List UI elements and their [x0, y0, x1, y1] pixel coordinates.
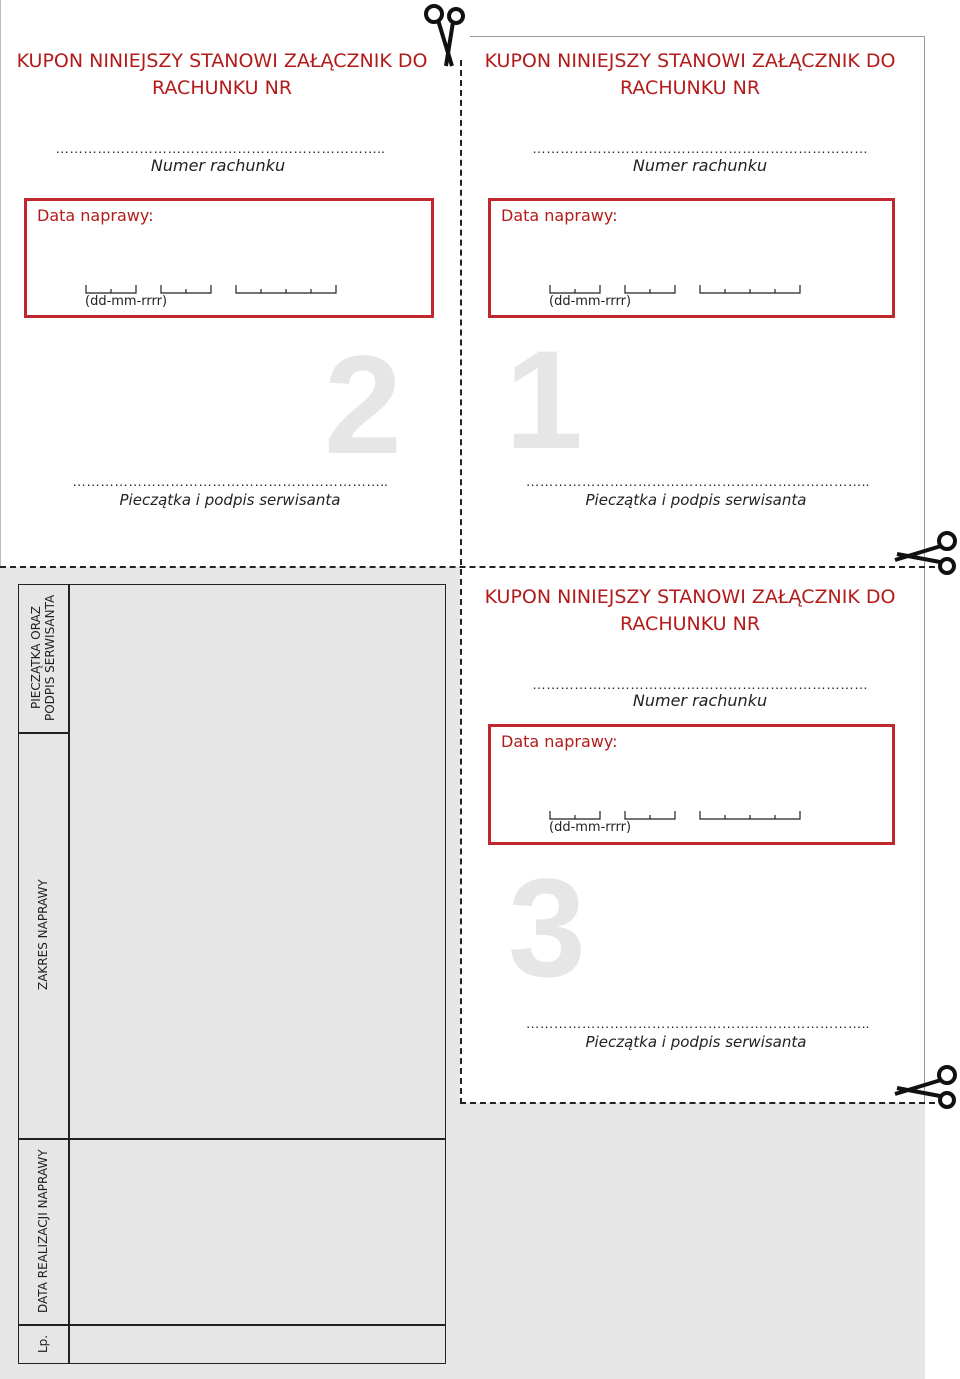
invoice-number-label: Numer rachunku	[150, 156, 286, 175]
coupon-number: 1	[505, 321, 583, 478]
stamp-line: ………………………………………………………………..	[525, 473, 870, 489]
column-header-stamp: PIECZĄTKA ORAZ PODPIS SERWISANTA	[29, 594, 57, 722]
date-format-hint: (dd-mm-rrrr)	[85, 294, 168, 309]
invoice-number-line: ………………………………………………………………	[532, 140, 868, 156]
scissors-icon	[893, 1064, 959, 1112]
cut-line-horizontal-top	[0, 566, 935, 568]
invoice-number-line: ………………………………………………………………	[532, 676, 868, 692]
date-format-hint: (dd-mm-rrrr)	[549, 294, 632, 309]
service-table	[18, 584, 446, 1364]
repair-date-label: Data naprawy:	[501, 732, 618, 751]
coupon-number: 3	[508, 849, 586, 1006]
coupon-title: KUPON NINIEJSZY STANOWI ZAŁĄCZNIK DO RACHUNKU NR	[484, 586, 896, 635]
column-header-date: DATA REALIZACJI NAPRAWY	[36, 1149, 50, 1313]
coupon-number: 2	[324, 326, 402, 483]
stamp-label: Pieczątka i podpis serwisanta	[119, 491, 341, 509]
repair-date-label: Data naprawy:	[37, 206, 154, 225]
repair-date-label: Data naprawy:	[501, 206, 618, 225]
table-divider	[68, 584, 70, 1364]
date-format-hint: (dd-mm-rrrr)	[549, 820, 632, 835]
column-header-scope: ZAKRES NAPRAWY	[36, 879, 50, 991]
stamp-line: …………………………………………………………..	[72, 473, 388, 489]
repair-date-box	[488, 724, 895, 845]
lower-right-background	[460, 1103, 925, 1379]
cut-line-horizontal-bottom	[460, 1102, 935, 1104]
sheet-border-top	[470, 36, 925, 37]
repair-date-box	[488, 198, 895, 318]
stamp-label: Pieczątka i podpis serwisanta	[585, 1033, 807, 1051]
table-divider	[18, 1138, 446, 1140]
invoice-number-label: Numer rachunku	[632, 691, 768, 710]
coupon-title: KUPON NINIEJSZY STANOWI ZAŁĄCZNIK DO RACHUNKU NR	[484, 50, 896, 99]
column-header-lp: Lp.	[36, 1334, 50, 1354]
cut-line-vertical	[460, 60, 462, 1104]
invoice-number-label: Numer rachunku	[632, 156, 768, 175]
scissors-icon	[893, 530, 959, 578]
repair-date-box	[24, 198, 434, 318]
stamp-line: ………………………………………………………………..	[525, 1015, 870, 1031]
coupon-title: KUPON NINIEJSZY STANOWI ZAŁĄCZNIK DO RACHUNKU NR	[16, 50, 428, 99]
invoice-number-line: ……………………………………………………………..	[55, 140, 385, 156]
table-divider	[18, 1324, 446, 1326]
stamp-label: Pieczątka i podpis serwisanta	[585, 491, 807, 509]
